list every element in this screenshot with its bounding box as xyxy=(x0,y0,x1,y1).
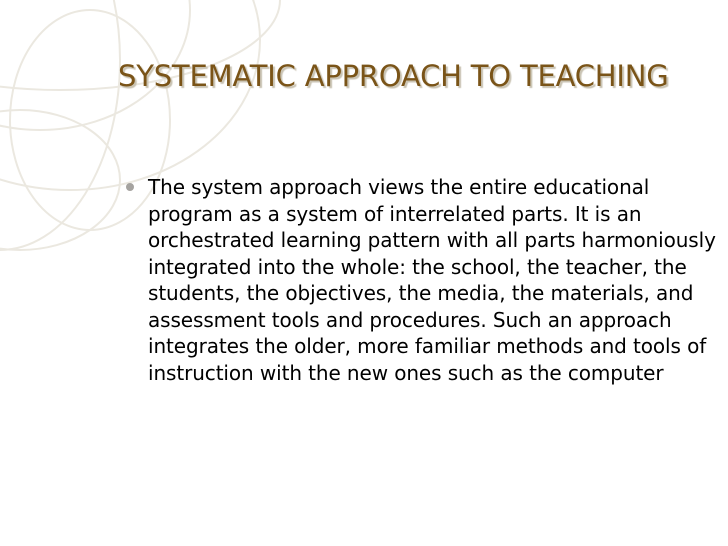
bullet-list xyxy=(126,174,716,386)
bullet-dot-icon xyxy=(126,183,134,191)
slide-title: SYSTEMATIC APPROACH TO TEACHING xyxy=(118,59,669,93)
bullet-item xyxy=(126,174,716,386)
bullet-text: The system approach views the entire educational program as a system of interrelated parts. It is an orchestrated learning pattern with all parts harmoniously integrated into the whole: the school, the teacher, the students, the objectives, the media, the materials, and assessment tools and procedures. Such an approach integrates the older, more familiar methods and tools of instruction with the new ones such as the computer xyxy=(148,175,716,385)
